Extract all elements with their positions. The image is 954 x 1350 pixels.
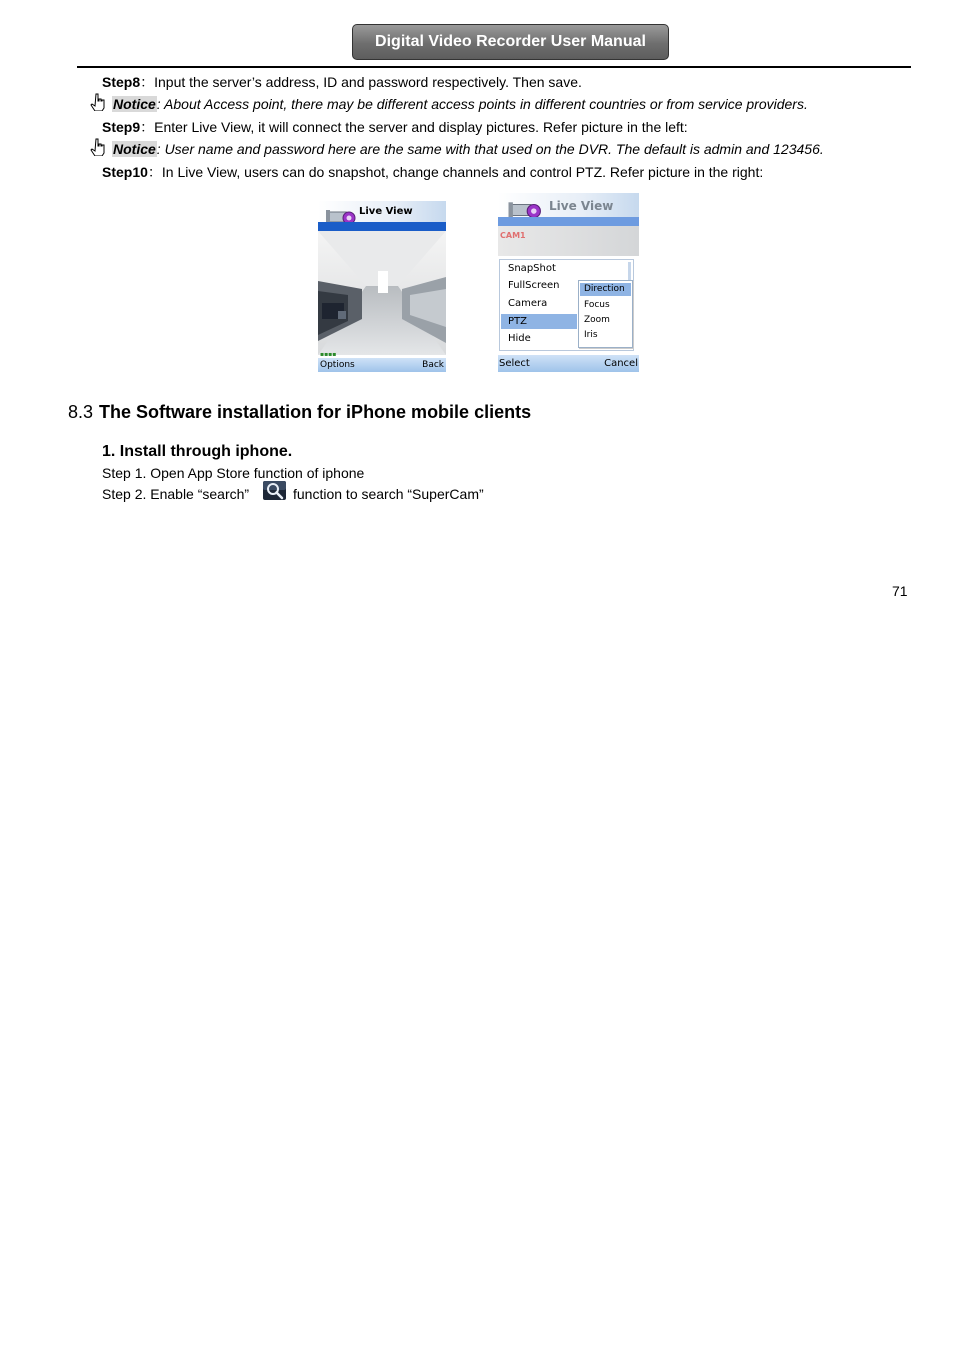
cam-label: CAM1 (500, 231, 526, 240)
step8-label: Step8 (102, 74, 141, 90)
softkey-bar (498, 355, 639, 372)
step10-label: Step10 (102, 164, 148, 180)
notice-2 (112, 141, 824, 157)
menu-item-ptz[interactable]: PTZ (508, 316, 527, 327)
notice-1 (112, 96, 808, 112)
menu-scrollbar[interactable] (628, 262, 631, 282)
install-step1: Step 1. Open App Store function of iphone (102, 465, 365, 481)
notice-2-text: : User name and password here are the same with that used on the DVR. The default is admin and 123456. (156, 141, 824, 157)
pointing-hand-icon (90, 138, 106, 156)
step10-line: Step10：In Live View, users can do snapshot, change channels and control PTZ. Refer picture in the right: (102, 164, 764, 180)
section-heading (68, 402, 531, 423)
video-feed-image (318, 231, 446, 355)
submenu-item-zoom[interactable]: Zoom (584, 315, 610, 325)
signal-bar (498, 217, 639, 226)
step9-line: Step9：Enter Live View, it will connect the server and display pictures. Refer picture in the left: (102, 119, 688, 135)
menu-item-fullscreen[interactable]: FullScreen (508, 280, 560, 291)
step9-label: Step9 (102, 119, 141, 135)
softkey-options[interactable]: Options (320, 360, 355, 370)
video-status-dots: ▪▪▪▪ (320, 351, 337, 358)
signal-bar (318, 222, 446, 231)
phone-title: Live View (549, 199, 614, 213)
step8-line: Step8：Input the server’s address, ID and password respectively. Then save. (102, 74, 582, 90)
install-step2-before: Step 2. Enable “search” (102, 486, 250, 502)
softkey-select[interactable]: Select (499, 358, 530, 369)
step9-text: Enter Live View, it will connect the server and display pictures. Refer picture in the left: (154, 119, 688, 135)
pointing-hand-icon (90, 93, 106, 111)
softkey-bar (318, 358, 446, 372)
menu-item-hide[interactable]: Hide (508, 333, 531, 344)
install-step2-after: function to search “SuperCam” (293, 486, 484, 502)
notice-label: Notice (113, 96, 156, 112)
submenu-item-direction[interactable]: Direction (584, 284, 625, 294)
step10-text: In Live View, users can do snapshot, change channels and control PTZ. Refer picture in the right: (161, 164, 764, 180)
header-rule (77, 66, 911, 68)
menu-item-camera[interactable]: Camera (508, 298, 548, 309)
notice-label: Notice (113, 141, 156, 157)
submenu-item-iris[interactable]: Iris (584, 330, 598, 340)
phone-title: Live View (359, 206, 413, 217)
submenu-item-focus[interactable]: Focus (584, 300, 610, 310)
step8-text: Input the server’s address, ID and password respectively. Then save. (154, 74, 582, 90)
page-number: 71 (892, 583, 908, 599)
phone-ptz-menu-screenshot (498, 193, 639, 372)
softkey-cancel[interactable]: Cancel (604, 358, 638, 369)
ptz-submenu (578, 280, 633, 348)
search-icon (263, 481, 286, 500)
softkey-back[interactable]: Back (422, 360, 444, 370)
notice-1-text: : About Access point, there may be different access points in different countries or from service providers. (156, 96, 808, 112)
section-title: The Software installation for iPhone mobile clients (99, 402, 532, 422)
manual-title-badge: Digital Video Recorder User Manual (352, 24, 669, 60)
section-number: 8.3 (68, 402, 94, 422)
subsection-title: 1. Install through iphone. (102, 443, 293, 460)
menu-item-snapshot[interactable]: SnapShot (508, 263, 556, 274)
phone-live-view-screenshot (318, 201, 446, 372)
install-step2 (102, 486, 249, 502)
